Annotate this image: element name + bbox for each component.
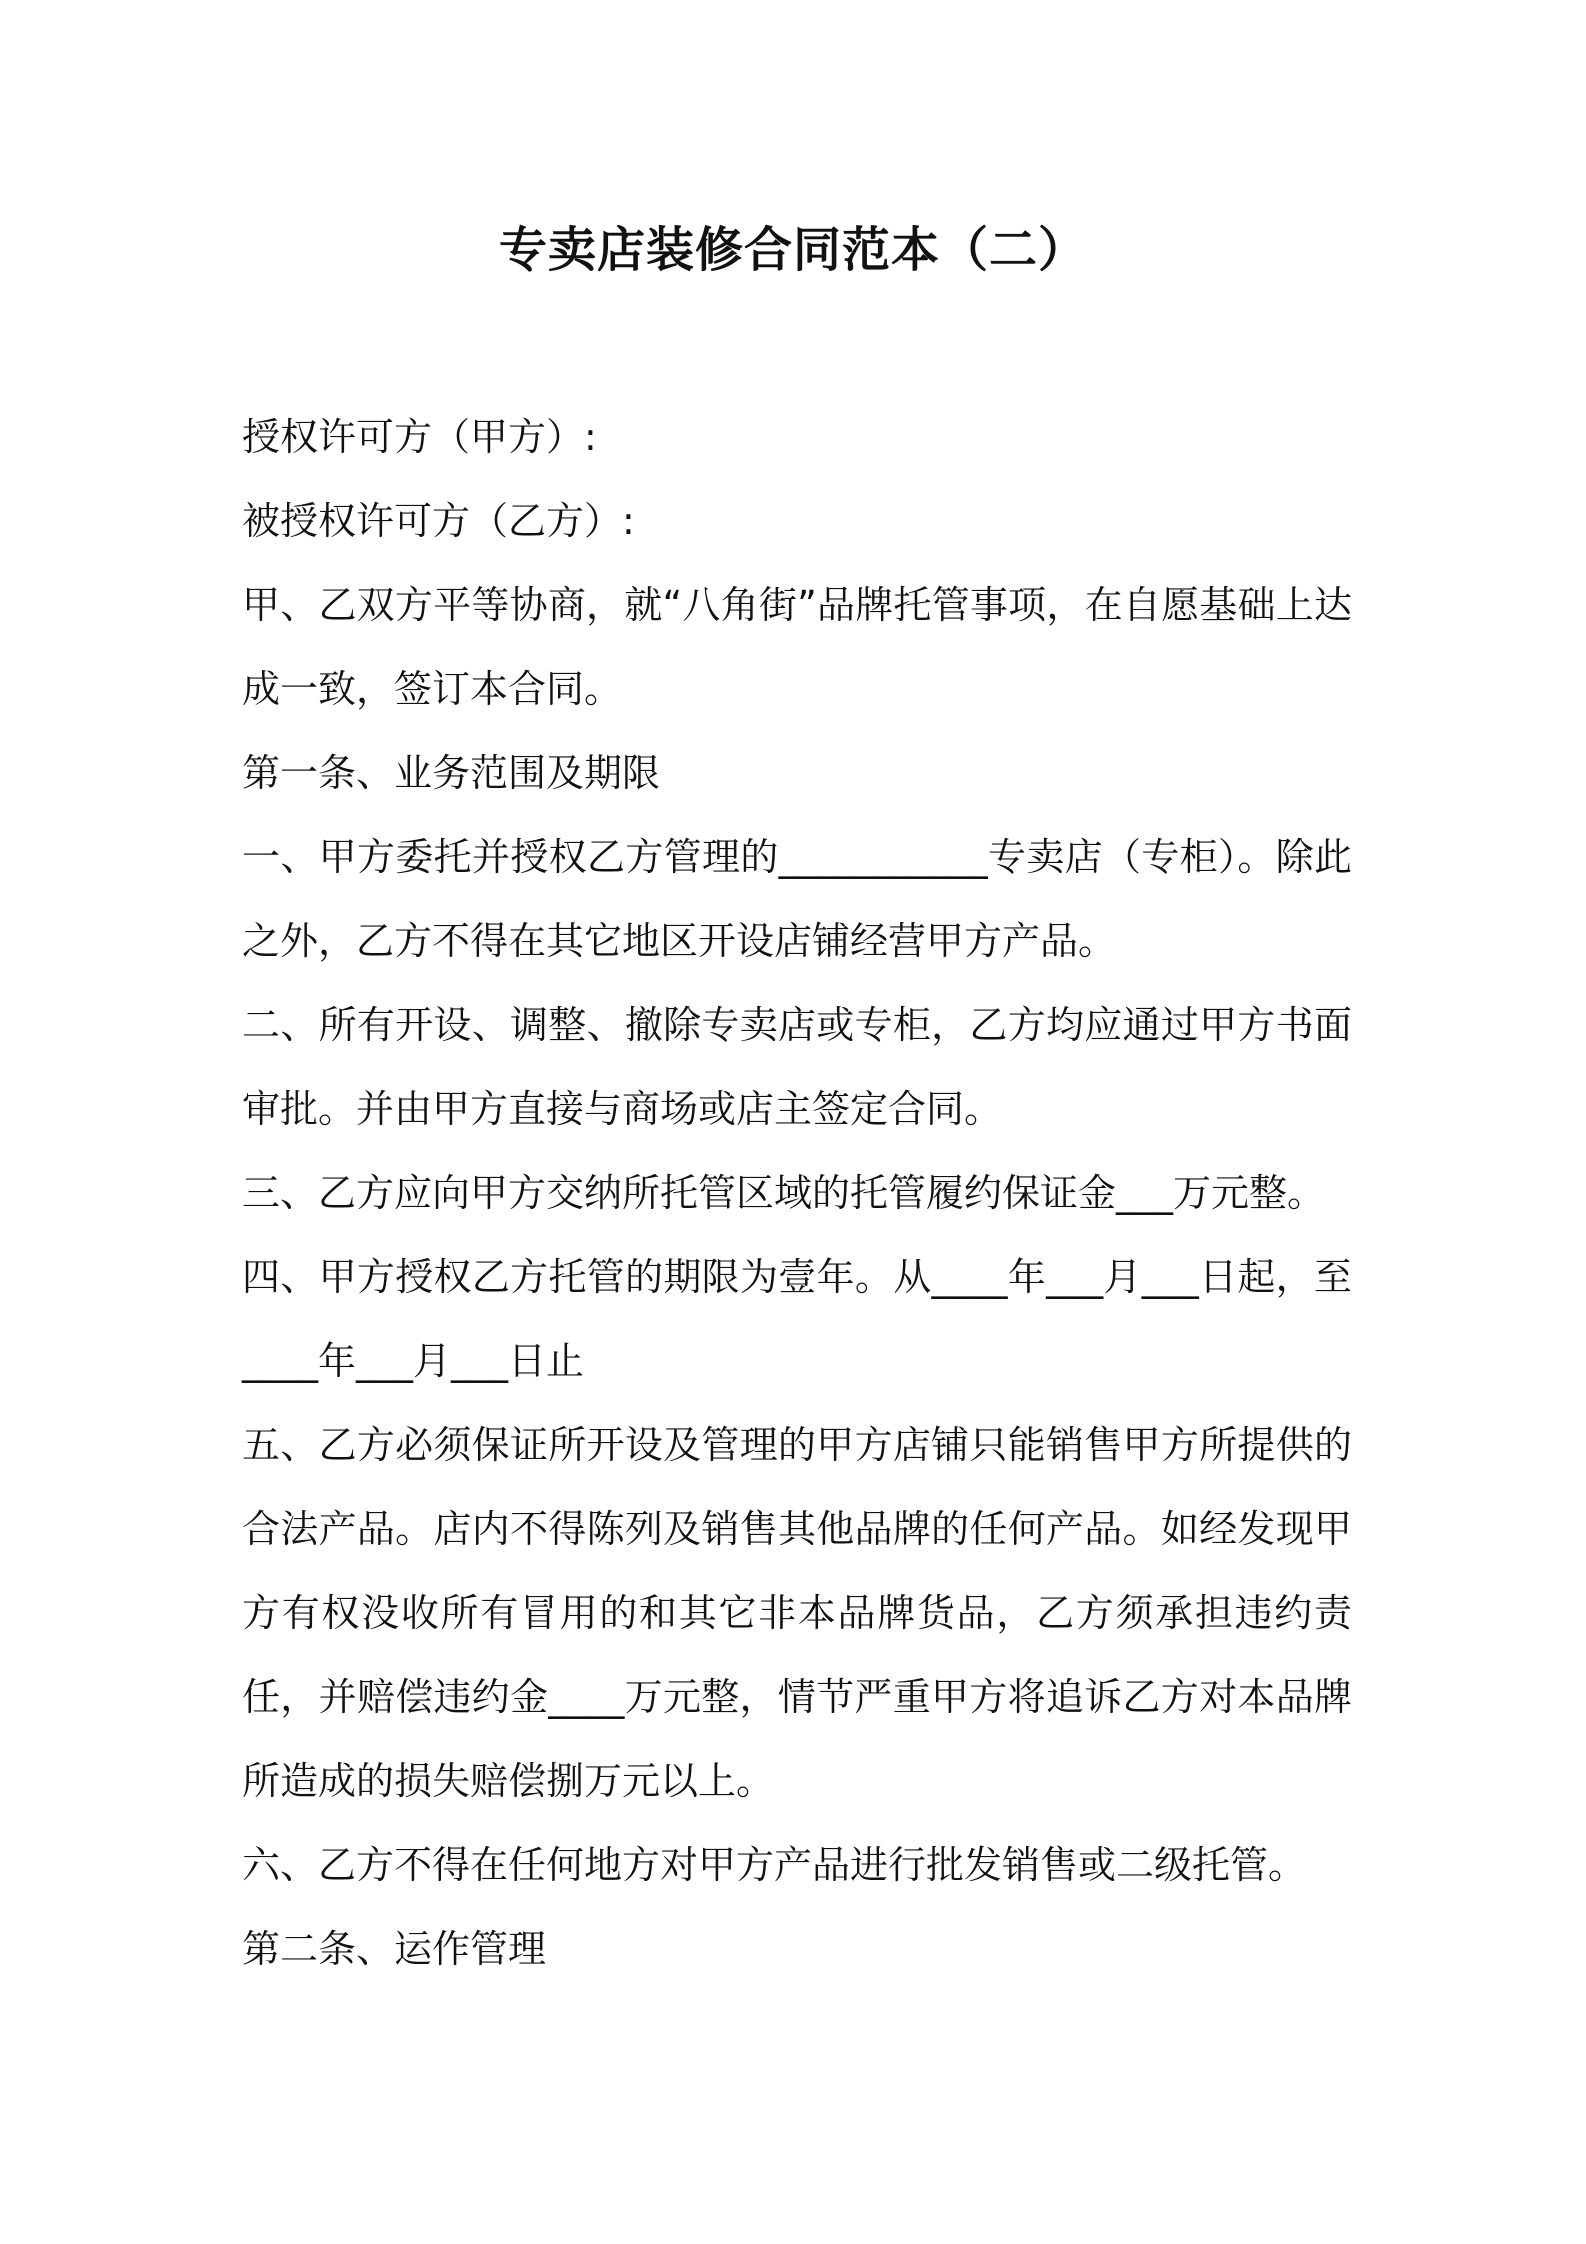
clause-five: 五、乙方必须保证所开设及管理的甲方店铺只能销售甲方所提供的合法产品。店内不得陈列及销售其他品牌的任何产品。如经发现甲方有权没收所有冒用的和其它非本品牌货品，乙方须承担违约责任，并赔偿违约金____万元整，情节严重甲方将追诉乙方对本品牌所造成的损失赔偿捌万元以上。	[242, 1423, 1352, 1803]
agreement-intro: 甲、乙双方平等协商，就“八角街”品牌托管事项，在自愿基础上达成一致，签订本合同。	[242, 583, 1352, 711]
clause-one: 一、甲方委托并授权乙方管理的___________专卖店（专柜）。除此之外，乙方不得在其它地区开设店铺经营甲方产品。	[242, 835, 1352, 963]
clause-four: 四、甲方授权乙方托管的期限为壹年。从____年___月___日起，至____年___月___日止	[242, 1255, 1352, 1383]
clause-two: 二、所有开设、调整、撤除专卖店或专柜，乙方均应通过甲方书面审批。并由甲方直接与商场或店主签定合同。	[242, 1003, 1352, 1131]
clause-six: 六、乙方不得在任何地方对甲方产品进行批发销售或二级托管。	[242, 1843, 1307, 1887]
clause-three: 三、乙方应向甲方交纳所托管区域的托管履约保证金___万元整。	[242, 1171, 1326, 1215]
document-title: 专卖店装修合同范本（二）	[498, 222, 1087, 278]
party-b-line: 被授权许可方（乙方）:	[242, 499, 635, 543]
article-two-heading: 第二条、运作管理	[242, 1927, 547, 1971]
party-a-line: 授权许可方（甲方）:	[242, 415, 597, 459]
article-one-heading: 第一条、业务范围及期限	[242, 751, 661, 795]
document-body	[242, 395, 1352, 1991]
